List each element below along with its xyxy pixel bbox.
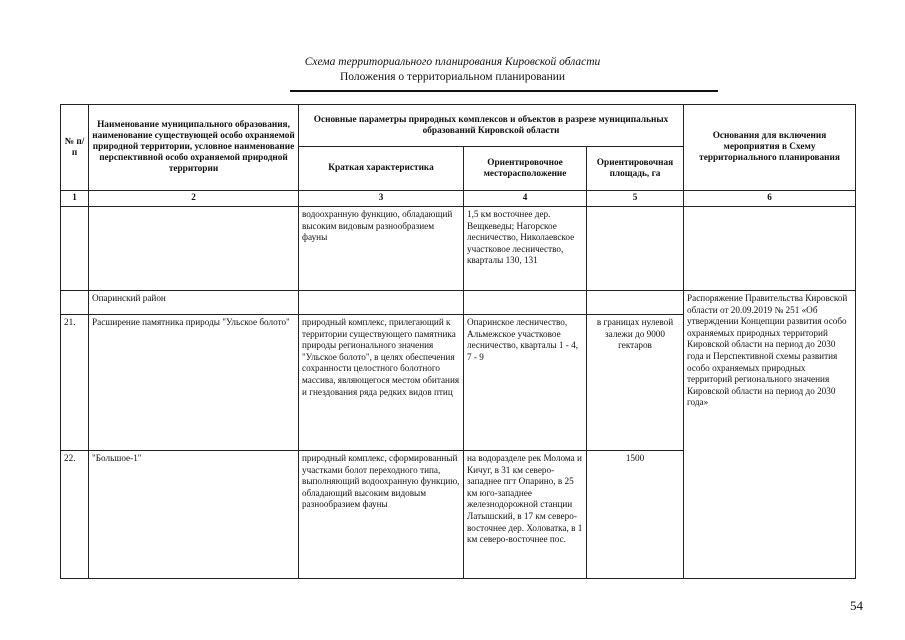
cell-name: Расширение памятника природы "Ульское болото" [89, 315, 299, 451]
col-number: 6 [684, 191, 856, 207]
header-col-basis: Основания для включения мероприятия в Схему территориального планирования [684, 105, 856, 191]
cell-no: 21. [61, 315, 89, 451]
cell-characteristic: водоохранную функцию, обладающий высоким видовым разнообразием фауны [299, 207, 464, 291]
cell-name: "Большое-1" [89, 451, 299, 579]
col-number: 1 [61, 191, 89, 207]
table-row [61, 291, 856, 315]
col-number: 2 [89, 191, 299, 207]
column-numbers-row [61, 191, 856, 207]
cell-area: 1500 [587, 451, 684, 579]
cell-characteristic [299, 291, 464, 315]
cell-location [464, 291, 587, 315]
page-number: 54 [850, 598, 863, 613]
cell-no: 22. [61, 451, 89, 579]
cell-location: Опаринское лесничество, Альмежское участковое лесничество, кварталы 1 - 4, 7 - 9 [464, 315, 587, 451]
cell-area: в границах нулевой залежи до 9000 гектаров [587, 315, 684, 451]
header-col-name: Наименование муниципального образования, наименование существующей особо охраняемой природной территории, условное наименование перспективной особо охраняемой природной территории [89, 105, 299, 191]
cell-location: 1,5 км восточнее дер. Вещкеведы; Нагорское лесничество, Николаевское участковое лесничество, кварталы 130, 131 [464, 207, 587, 291]
document-title: Схема территориального планирования Кировской области [304, 56, 601, 68]
cell-characteristic: природный комплекс, прилегающий к территории существующего памятника природы регионального значения "Ульское болото", в целях обеспечения сохранности целостного болотного массива, являющегося местом обитания и гнездования ряда редких видов птиц [299, 315, 464, 451]
district-name: Опаринский район [89, 291, 299, 315]
cell-basis [684, 207, 856, 291]
cell-area [587, 291, 684, 315]
territory-table [60, 104, 856, 579]
col-number: 5 [587, 191, 684, 207]
header-col-params-group: Основные параметры природных комплексов и объектов в разрезе муниципальных образований Кировской области [299, 105, 684, 147]
cell-name [89, 207, 299, 291]
cell-location: на водоразделе рек Молома и Кичуг, в 31 км северо-западнее пгт Опарино, в 25 км юго-западнее железнодорожной станции Латышский, в 17 км северо-восточнее дер. Холоватка, в 1 км северо-восточнее пос. [464, 451, 587, 579]
cell-no [61, 207, 89, 291]
col-number: 3 [299, 191, 464, 207]
header-divider [290, 90, 718, 92]
cell-characteristic: природный комплекс, сформированный участками болот переходного типа, выполняющий водоохранную функцию, обладающий высоким видовым разнообразием фауны [299, 451, 464, 579]
cell-basis: Распоряжение Правительства Кировской области от 20.09.2019 № 251 «Об утверждении Концепции развития особо охраняемых природных территорий Кировской области на период до 2030 года и Перспективной схемы развития особо охраняемых природных территорий регионального значения Кировской области на период до 2030 года» [684, 291, 856, 579]
col-number: 4 [464, 191, 587, 207]
header-col-location: Ориентировочное месторасположение [464, 147, 587, 191]
cell-no [61, 291, 89, 315]
header-col-area: Ориентировочная площадь, га [587, 147, 684, 191]
cell-area [587, 207, 684, 291]
header-col-no: № п/п [61, 105, 89, 191]
header-col-characteristic: Краткая характеристика [299, 147, 464, 191]
table-row [61, 207, 856, 291]
document-subtitle: Положения о территориальном планировании [339, 71, 566, 83]
